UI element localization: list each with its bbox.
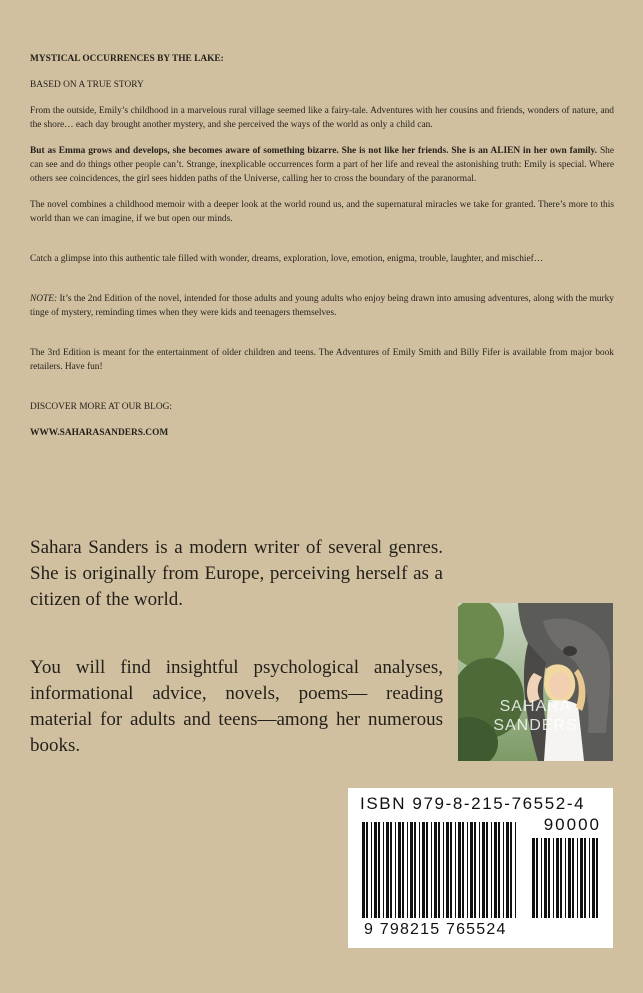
website-link[interactable]: WWW.SAHARASANDERS.COM xyxy=(30,428,169,438)
blurb-note xyxy=(30,292,614,320)
barcode-bar xyxy=(443,822,444,918)
price-code: 90000 xyxy=(543,815,601,834)
barcode-bar xyxy=(378,822,380,918)
barcode-bar xyxy=(467,822,468,918)
barcode-bar xyxy=(422,822,425,918)
barcode-bar xyxy=(462,822,464,918)
barcode-bar xyxy=(510,822,512,918)
blurb-paragraph-2-rest: She can see and do things other people can’t. Strange, inexplicable occurrences form a part of her life and reveal the astonishing truth: Emily is special. Where others see coincidences, the girl sees hidden paths of the Universe, calling her to cross the boundary of the paranormal. xyxy=(30,146,614,184)
barcode-bar xyxy=(455,822,456,918)
back-cover-blurb xyxy=(30,52,614,440)
barcode-bar xyxy=(553,838,554,918)
ean-digits: 9 798215 765524 xyxy=(364,921,507,938)
author-photo-illustration xyxy=(458,603,613,761)
barcode-bar xyxy=(556,838,559,918)
barcode-bar xyxy=(541,838,542,918)
blurb-paragraph-1: From the outside, Emily’s childhood in a marvelous rural village seemed like a fairy-tale. Adventures with her cousins and friends, wonders of nature, and the shore… each day brought another mystery, and she perceived the ways of the world as only a child can. xyxy=(30,106,614,130)
barcode-bar xyxy=(572,838,574,918)
barcode-bar xyxy=(458,822,461,918)
discover-label: DISCOVER MORE AT OUR BLOG: xyxy=(30,402,173,412)
barcode-bar xyxy=(362,822,365,918)
author-bio-2 xyxy=(30,636,443,778)
author-bio-paragraph-1: Sahara Sanders is a modern writer of several genres. She is originally from Europe, perceiving herself as a citizen of the world. xyxy=(30,537,443,610)
barcode-bar xyxy=(474,822,476,918)
barcode-bar xyxy=(407,822,408,918)
blurb-heading: MYSTICAL OCCURRENCES BY THE LAKE: xyxy=(30,54,224,64)
barcode-bar xyxy=(386,822,389,918)
barcode-bar xyxy=(414,822,416,918)
barcode-bar xyxy=(438,822,440,918)
barcode-bar xyxy=(398,822,401,918)
blurb-paragraph-2-bold: But as Emma grows and develops, she becomes aware of something bizarre. She is not like her friends. She is an ALIEN in her own family. xyxy=(30,146,598,156)
author-photo-caption-line-1: SAHARA xyxy=(499,698,572,715)
barcode-bar xyxy=(560,838,562,918)
barcode-bar xyxy=(491,822,492,918)
barcode-bar xyxy=(434,822,437,918)
author-bio-paragraph-2: You will find insightful psychological analyses, informational advice, novels, poems— reading material for adults and teens—among her numerous books. xyxy=(30,657,443,756)
barcode-bar xyxy=(577,838,578,918)
barcode-bar xyxy=(390,822,392,918)
barcode-bar xyxy=(419,822,420,918)
barcode-bar xyxy=(494,822,497,918)
author-photo-caption-line-2: SANDERS xyxy=(493,717,578,734)
barcode-bar xyxy=(584,838,586,918)
barcode-bar xyxy=(548,838,550,918)
barcode-bar xyxy=(536,838,538,918)
author-bio xyxy=(30,535,443,613)
barcode-bar xyxy=(506,822,509,918)
author-photo-caption xyxy=(458,697,613,735)
barcode-bar xyxy=(568,838,571,918)
barcode-bar xyxy=(596,838,598,918)
barcode-bar xyxy=(503,822,504,918)
barcode-bar xyxy=(580,838,583,918)
blurb-paragraph-2 xyxy=(30,144,614,186)
barcode-bar xyxy=(479,822,480,918)
barcode-bar xyxy=(482,822,485,918)
barcode-bar xyxy=(532,838,535,918)
blurb-paragraph-6: The 3rd Edition is meant for the entertainment of older children and teens. The Adventures of Emily Smith and Billy Fifer is available from major book retailers. Have fun! xyxy=(30,348,614,372)
barcode-bar xyxy=(374,822,377,918)
barcode-bar xyxy=(402,822,404,918)
isbn-barcode xyxy=(348,788,613,948)
barcode-bar xyxy=(446,822,449,918)
blurb-paragraph-3: The novel combines a childhood memoir with a deeper look at the world round us, and the supernatural miracles we take for granted. There’s more to this world than we can imagine, if we but open our minds. xyxy=(30,200,614,224)
barcode-bar xyxy=(366,822,368,918)
barcode-bar xyxy=(470,822,473,918)
barcode-bar xyxy=(498,822,500,918)
author-photo xyxy=(458,603,613,761)
barcode-bar xyxy=(431,822,432,918)
barcode-bar xyxy=(515,822,516,918)
barcode-bar xyxy=(565,838,566,918)
barcode-bar xyxy=(589,838,590,918)
barcode-bar xyxy=(383,822,384,918)
barcode-bar xyxy=(544,838,547,918)
note-label: NOTE: xyxy=(30,294,58,304)
barcode-bar xyxy=(371,822,372,918)
barcode-bar xyxy=(410,822,413,918)
note-text: It’s the 2nd Edition of the novel, intended for those adults and young adults who enjoy being drawn into amusing adventures, along with the murky tinge of mystery, reminding times when they were kids and teenagers themselves. xyxy=(30,294,614,318)
barcode-bar xyxy=(426,822,428,918)
blurb-paragraph-4: Catch a glimpse into this authentic tale filled with wonder, dreams, exploration, love, emotion, enigma, trouble, laughter, and mischief… xyxy=(30,254,544,264)
isbn-number: ISBN 979-8-215-76552-4 xyxy=(360,794,586,813)
blurb-subheading: BASED ON A TRUE STORY xyxy=(30,80,144,90)
barcode-bar xyxy=(395,822,396,918)
barcode-bar xyxy=(450,822,452,918)
barcode-bar xyxy=(486,822,488,918)
barcode-bar xyxy=(592,838,595,918)
